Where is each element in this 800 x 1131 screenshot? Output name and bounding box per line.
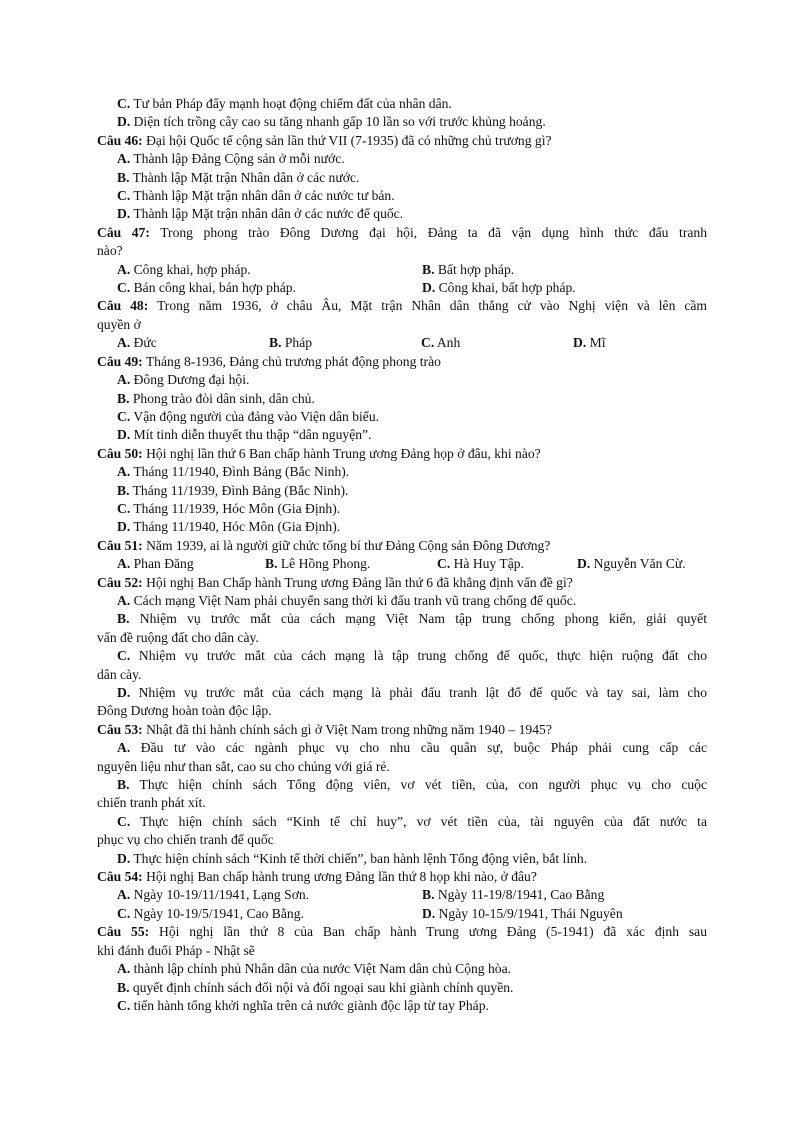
document-page <box>97 95 707 1015</box>
option-a: A. Phan Đăng <box>117 556 194 572</box>
option-d: D. Nguyễn Văn Cừ. <box>577 556 686 572</box>
question-text: Hội nghị lần thứ 6 Ban chấp hành Trung ương Đảng họp ở đâu, khi nào? <box>142 445 541 461</box>
option-c: C. Bán công khai, bán hợp pháp. <box>117 280 296 296</box>
question-46 <box>97 132 707 150</box>
option-c: C. Tháng 11/1939, Hóc Môn (Gia Định). <box>117 500 341 516</box>
question-47 <box>97 224 707 242</box>
option-d: D. Thực hiện chính sách “Kinh tế thời chiến”, ban hành lệnh Tổng động viên, bắt lính. <box>117 850 588 866</box>
option-a: A. thành lập chính phủ Nhân dân của nước Việt Nam dân chủ Cộng hòa. <box>117 961 512 977</box>
option-b: B. quyết định chính sách đối nội và đối ngoại sau khi giành chính quyền. <box>117 979 514 995</box>
option-b: B. Lê Hồng Phong. <box>265 556 371 572</box>
options-row <box>97 905 707 923</box>
question-text: Hội nghị Ban Chấp hành Trung ương Đảng lần thứ 6 đã khẳng định vấn đề gì? <box>142 574 573 590</box>
options-row <box>97 279 707 297</box>
question-number: Câu 52: <box>97 574 143 590</box>
option-d: D. Ngày 10-15/9/1941, Thái Nguyên <box>422 905 623 921</box>
question-text: Hội nghị Ban chấp hành trung ương Đảng lần thứ 8 họp khi nào, ở đâu? <box>142 869 537 885</box>
question-text: Tháng 8-1936, Đảng chủ trương phát động phong trào <box>142 353 441 369</box>
option-c: C. Vận động người của đảng vào Viện dân biểu. <box>117 408 380 424</box>
option-d-cont: Đông Dương hoàn toàn độc lập. <box>97 703 272 719</box>
option-a: A. Đầu tư vào các ngành phục vụ cho nhu cầu quân sự, buộc Pháp phải cung cấp các <box>117 740 707 756</box>
option-a: A. Thành lập Đảng Cộng sản ở mỗi nước. <box>117 151 345 167</box>
option-a: A. Công khai, hợp pháp. <box>117 261 251 277</box>
question-text: Trong năm 1936, ở châu Âu, Mặt trận Nhân dân thắng cử vào Nghị viện và lên cầm <box>148 298 707 314</box>
option-b: B. Tháng 11/1939, Đình Bảng (Bắc Ninh). <box>117 482 349 498</box>
question-number: Câu 54: <box>97 869 143 885</box>
options-row <box>97 334 707 352</box>
option-text: Diện tích trồng cây cao su tăng nhanh gấp 10 lần so với trước khủng hoảng. <box>130 114 546 130</box>
question-number: Câu 46: <box>97 132 143 148</box>
question-55 <box>97 923 707 941</box>
option-c: C. Hà Huy Tập. <box>437 556 524 572</box>
option-letter: D. <box>117 114 131 130</box>
question-50 <box>97 445 707 463</box>
option-b: B. Thực hiện chính sách Tổng động viên, vơ vét tiền, của, con người phục vụ cho cuộc <box>117 777 707 793</box>
question-number: Câu 47: <box>97 224 150 240</box>
question-number: Câu 48: <box>97 298 149 314</box>
option-d: D. Mít tinh diễn thuyết thu thập “dân nguyện”. <box>117 427 372 443</box>
option-b-cont: vấn đề ruộng đất cho dân cày. <box>97 629 259 645</box>
option-a: A. Ngày 10-19/11/1941, Lạng Sơn. <box>117 887 310 903</box>
question-text: Trong phong trào Đông Dương đại hội, Đảng ta đã vận dụng hình thức đấu tranh <box>149 224 707 240</box>
option-a: A. Đức <box>117 335 157 351</box>
option-c <box>97 95 707 113</box>
option-c: C. tiến hành tổng khởi nghĩa trên cả nước giành độc lập từ tay Pháp. <box>117 997 489 1013</box>
question-54 <box>97 868 707 886</box>
question-text: Năm 1939, ai là người giữ chức tổng bí thư Đảng Cộng sản Đông Dương? <box>142 537 551 553</box>
option-b: B. Nhiệm vụ trước mắt của cách mạng Việt Nam tập trung chống phong kiến, giải quyết <box>117 611 707 627</box>
question-text: Hội nghị lần thứ 8 của Ban chấp hành Trung ương Đảng (5-1941) đã xác định sau <box>149 924 707 940</box>
option-b: B. Ngày 11-19/8/1941, Cao Bằng <box>422 887 605 903</box>
option-b: B. Phong trào đòi dân sinh, dân chủ. <box>117 390 315 406</box>
option-d: D. Mĩ <box>573 335 606 351</box>
question-49 <box>97 353 707 371</box>
question-48-cont: quyền ở <box>97 316 141 332</box>
option-a: A. Tháng 11/1940, Đình Bảng (Bắc Ninh). <box>117 464 350 480</box>
option-c: C. Anh <box>421 335 461 351</box>
question-text: Nhật đã thi hành chính sách gì ở Việt Nam trong những năm 1940 – 1945? <box>142 721 552 737</box>
options-row <box>97 261 707 279</box>
question-52 <box>97 574 707 592</box>
question-text: Đại hội Quốc tế cộng sản lần thứ VII (7-1935) đã có những chủ trương gì? <box>142 132 552 148</box>
question-number: Câu 49: <box>97 353 143 369</box>
options-row <box>97 886 707 904</box>
option-letter: C. <box>117 96 131 111</box>
question-53 <box>97 721 707 739</box>
option-d: D. Thành lập Mặt trận nhân dân ở các nước đế quốc. <box>117 206 404 222</box>
question-number: Câu 55: <box>97 924 150 940</box>
question-48 <box>97 297 707 315</box>
option-d: D. Tháng 11/1940, Hóc Môn (Gia Định). <box>117 519 341 535</box>
option-a: A. Đông Dương đại hội. <box>117 372 250 388</box>
option-a-cont: nguyên liệu như than sắt, cao su cho chúng với giá rẻ. <box>97 758 390 774</box>
question-number: Câu 51: <box>97 537 143 553</box>
option-b: B. Thành lập Mặt trận Nhân dân ở các nước. <box>117 169 360 185</box>
option-d: D. Công khai, bất hợp pháp. <box>422 280 576 296</box>
option-d <box>97 113 707 131</box>
options-row <box>97 555 707 573</box>
question-number: Câu 50: <box>97 445 143 461</box>
option-c: C. Thực hiện chính sách “Kinh tế chỉ huy”, vơ vét tiền của, tài nguyên của đất nước ta <box>117 813 707 829</box>
option-c: C. Thành lập Mặt trận nhân dân ở các nước tư bản. <box>117 188 395 204</box>
option-b: B. Bất hợp pháp. <box>422 261 515 277</box>
question-number: Câu 53: <box>97 721 143 737</box>
question-55-cont: khi đánh đuổi Pháp - Nhật sẽ <box>97 942 255 958</box>
option-c: C. Nhiệm vụ trước mắt của cách mạng là tập trung chống đế quốc, thực hiện ruộng đất cho <box>117 648 707 664</box>
option-a: A. Cách mạng Việt Nam phải chuyển sang thời kì đấu tranh vũ trang chống đế quốc. <box>117 592 577 608</box>
option-b: B. Pháp <box>269 335 313 351</box>
option-text: Tư bản Pháp đẩy mạnh hoạt động chiếm đất của nhân dân. <box>130 96 452 111</box>
option-c-cont: phục vụ cho chiến tranh đế quốc <box>97 832 274 848</box>
option-c: C. Ngày 10-19/5/1941, Cao Bằng. <box>117 905 304 921</box>
question-47-cont: nào? <box>97 243 123 259</box>
question-51 <box>97 537 707 555</box>
option-d: D. Nhiệm vụ trước mắt của cách mạng là phải đấu tranh lật đổ đế quốc và tay sai, làm cho <box>117 685 707 700</box>
option-b-cont: chiến tranh phát xít. <box>97 795 206 811</box>
option-c-cont: dân cày. <box>97 666 142 682</box>
